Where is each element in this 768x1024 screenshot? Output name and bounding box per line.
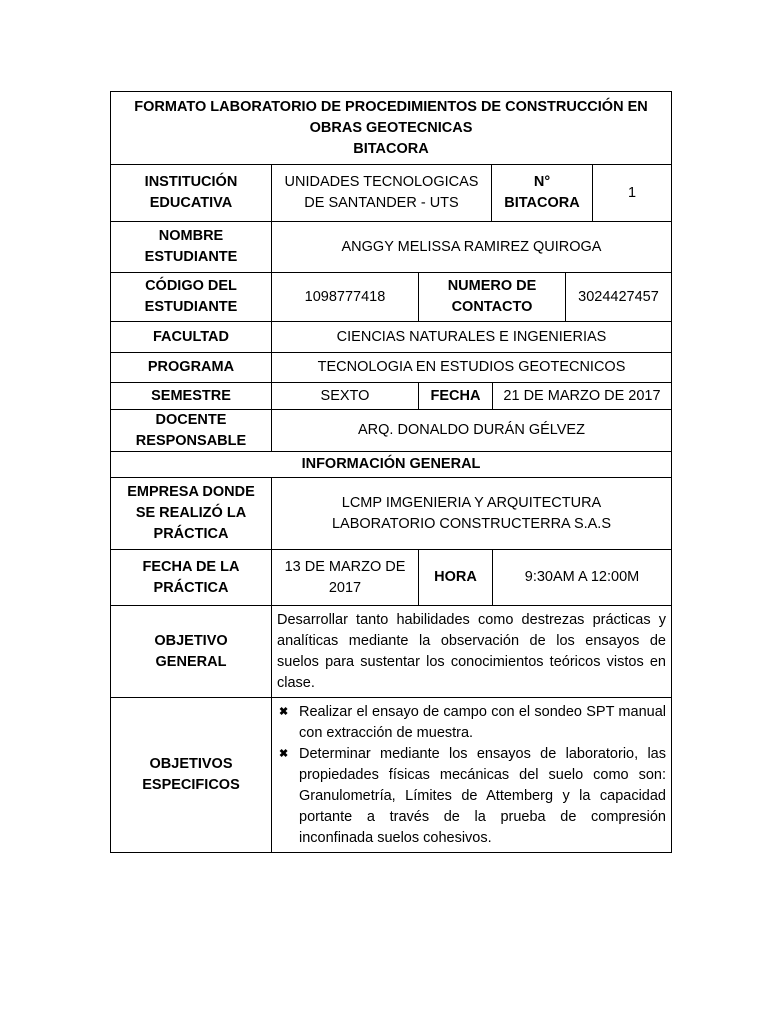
- institucion-value-line-2: DE SANTANDER - UTS: [304, 195, 459, 211]
- nombre-value: ANGGY MELISSA RAMIREZ QUIROGA: [271, 221, 672, 273]
- list-item-text: Determinar mediante los ensayos de laboratorio, las propiedades físicas mecánicas del suelo como son: Granulometría, Límites de Attemberg y la capacidad portante a través de la prueba de compresión inconfinada suelos cohesivos.: [299, 746, 666, 846]
- fecha-label: FECHA: [418, 382, 493, 410]
- codigo-label-line-1: CÓDIGO DEL: [145, 278, 237, 294]
- objetivo-general-label: [110, 605, 272, 698]
- empresa-label-line-1: EMPRESA DONDE: [127, 484, 255, 500]
- institucion-value: [271, 164, 492, 222]
- nombre-label: [110, 221, 272, 273]
- empresa-label-line-3: PRÁCTICA: [153, 526, 229, 542]
- bitacora-number-label: [491, 164, 593, 222]
- contacto-label: [418, 272, 566, 322]
- codigo-value: 1098777418: [271, 272, 419, 322]
- fecha-practica-label: [110, 549, 272, 606]
- semestre-label: SEMESTRE: [110, 382, 272, 410]
- form-title: [110, 91, 672, 165]
- empresa-label: [110, 477, 272, 550]
- codigo-label-line-2: ESTUDIANTE: [144, 299, 238, 315]
- nombre-label-line-2: ESTUDIANTE: [144, 249, 238, 265]
- programa-label: PROGRAMA: [110, 352, 272, 383]
- x-bullet-icon: ✖: [279, 748, 289, 760]
- objetivo-general-label-line-1: OBJETIVO: [154, 632, 228, 649]
- list-item-text: Realizar el ensayo de campo con el sondeo SPT manual con extracción de muestra.: [299, 704, 666, 741]
- form-title-line-1: FORMATO LABORATORIO DE PROCEDIMIENTOS DE CONSTRUCCIÓN EN: [134, 98, 648, 115]
- institucion-label-line-2: EDUCATIVA: [149, 195, 233, 211]
- empresa-label-line-2: SE REALIZÓ LA: [135, 505, 247, 521]
- fecha-value: 21 DE MARZO DE 2017: [492, 382, 672, 410]
- x-bullet-icon: ✖: [279, 706, 289, 718]
- contacto-value: 3024427457: [565, 272, 672, 322]
- objetivos-especificos-label-line-2: ESPECIFICOS: [142, 777, 240, 793]
- empresa-value: [271, 477, 672, 550]
- hora-value: 9:30AM A 12:00M: [492, 549, 672, 606]
- hora-label: HORA: [418, 549, 493, 606]
- bitacora-number-label-line-1: N°: [533, 174, 551, 190]
- institucion-value-line-1: UNIDADES TECNOLOGICAS: [284, 174, 479, 190]
- empresa-value-line-2: LABORATORIO CONSTRUCTERRA S.A.S: [331, 515, 612, 532]
- nombre-label-line-1: NOMBRE: [158, 228, 224, 244]
- codigo-label: [110, 272, 272, 322]
- objetivo-general-label-line-2: GENERAL: [155, 653, 227, 670]
- objetivos-especificos-label: [110, 697, 272, 853]
- fecha-practica-value-line-1: 13 DE MARZO DE: [284, 558, 406, 575]
- objetivo-general-text-cell: [271, 605, 672, 698]
- programa-value: TECNOLOGIA EN ESTUDIOS GEOTECNICOS: [271, 352, 672, 383]
- list-item: [277, 744, 666, 849]
- empresa-value-line-1: LCMP IMGENIERIA Y ARQUITECTURA: [341, 494, 602, 511]
- objetivos-especificos-list: [277, 702, 666, 849]
- fecha-practica-label-line-1: FECHA DE LA: [142, 558, 240, 575]
- form-title-line-3: BITACORA: [353, 140, 429, 157]
- bitacora-number-value: 1: [592, 164, 672, 222]
- institucion-label-line-1: INSTITUCIÓN: [144, 174, 238, 190]
- fecha-practica-label-line-2: PRÁCTICA: [153, 579, 229, 596]
- contacto-label-line-1: NUMERO DE: [447, 278, 537, 294]
- docente-label: [110, 409, 272, 452]
- objetivo-general-text: Desarrollar tanto habilidades como destrezas prácticas y analíticas mediante la observación de los ensayos de suelos para sustentar los conocimientos teóricos vistos en clase.: [277, 612, 666, 691]
- docente-label-line-2: RESPONSABLE: [135, 432, 247, 449]
- facultad-value: CIENCIAS NATURALES E INGENIERIAS: [271, 321, 672, 353]
- semestre-value: SEXTO: [271, 382, 419, 410]
- docente-label-line-1: DOCENTE: [155, 411, 227, 428]
- fecha-practica-value-line-2: 2017: [328, 579, 362, 596]
- docente-value: ARQ. DONALDO DURÁN GÉLVEZ: [271, 409, 672, 452]
- facultad-label: FACULTAD: [110, 321, 272, 353]
- objetivos-especificos-label-line-1: OBJETIVOS: [149, 756, 233, 772]
- bitacora-number-label-line-2: BITACORA: [504, 195, 580, 211]
- contacto-label-line-2: CONTACTO: [451, 299, 533, 315]
- info-general-heading: INFORMACIÓN GENERAL: [110, 451, 672, 478]
- objetivos-especificos-list-cell: [271, 697, 672, 853]
- form-title-line-2: OBRAS GEOTECNICAS: [309, 119, 473, 136]
- fecha-practica-value: [271, 549, 419, 606]
- list-item: [277, 702, 666, 744]
- institucion-label: [110, 164, 272, 222]
